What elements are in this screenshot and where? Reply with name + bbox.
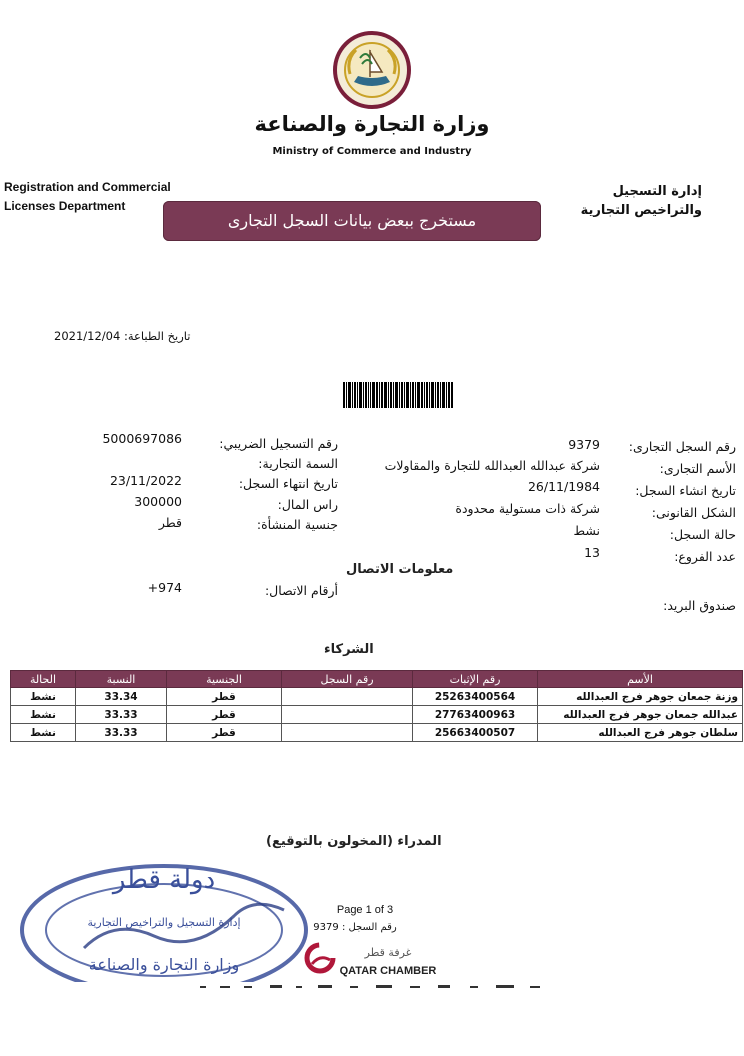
partner-name: سلطان جوهر فرج العبدالله <box>538 724 743 742</box>
partner-share: 33.33 <box>76 724 167 742</box>
department-ar-line2: والتراخيص التجارية <box>580 203 702 218</box>
print-date-label: تاريخ الطباعة: <box>123 329 191 343</box>
cut-off-text-line <box>200 984 550 990</box>
col-header-id: رقم الإثبات <box>413 671 538 688</box>
partner-id: 25263400564 <box>413 688 538 706</box>
partners-table-header <box>11 671 743 688</box>
partner-reg <box>282 706 413 724</box>
detail-label-capital: راس المال: <box>277 497 338 512</box>
detail-label-expiry: تاريخ انتهاء السجل: <box>238 476 338 491</box>
document-title-banner: مستخرج ببعض بيانات السجل التجارى <box>163 201 541 241</box>
stamp-line2-text: وزارة التجارة والصناعة <box>88 955 240 974</box>
page-number: Page 1 of 3 <box>336 904 394 916</box>
contact-phone-label: أرقام الاتصال: <box>264 583 338 598</box>
col-header-nationality: الجنسية <box>167 671 282 688</box>
detail-label-status: حالة السجل: <box>669 527 736 542</box>
detail-label-creation-date: تاريخ انشاء السجل: <box>635 483 736 498</box>
detail-value-legal-form: شركة ذات مستولية محدودة <box>455 501 600 516</box>
col-header-reg: رقم السجل <box>282 671 413 688</box>
partners-section-title: الشركاء <box>324 642 374 657</box>
partner-reg <box>282 688 413 706</box>
qatar-chamber-logo <box>300 940 440 980</box>
footer-reg-label: رقم السجل : <box>341 922 397 933</box>
department-en-line1: Registration and Commercial <box>4 180 171 194</box>
detail-label-nationality: جنسية المنشأة: <box>256 517 338 532</box>
barcode <box>343 382 453 408</box>
partner-status: نشط <box>11 706 76 724</box>
chamber-name-en: QATAR CHAMBER <box>339 965 437 977</box>
partner-status: نشط <box>11 724 76 742</box>
footer-reg-value: 9379 <box>313 922 339 933</box>
detail-label-legal-form: الشكل القانونى: <box>651 505 736 520</box>
footer-reg-number <box>300 922 410 933</box>
detail-value-tax-no: 5000697086 <box>102 431 182 446</box>
partner-reg <box>282 724 413 742</box>
partner-share: 33.34 <box>76 688 167 706</box>
col-header-status: الحالة <box>11 671 76 688</box>
partner-name: وزنة جمعان جوهر فرج العبدالله <box>538 688 743 706</box>
table-row <box>11 706 743 724</box>
detail-label-brand: السمة التجارية: <box>258 456 338 471</box>
detail-value-nationality: قطر <box>158 515 182 530</box>
stamp-line1-text: إدارة التسجيل والتراخيص التجارية <box>87 916 241 929</box>
partner-id: 27763400963 <box>413 706 538 724</box>
detail-label-trade-name: الأسم التجارى: <box>659 461 736 476</box>
contact-phone-value: +974 <box>147 580 182 595</box>
department-en <box>4 178 171 216</box>
partner-status: نشط <box>11 688 76 706</box>
contact-pobox-label: صندوق البريد: <box>663 598 736 613</box>
official-stamp <box>14 852 314 982</box>
table-row <box>11 688 743 706</box>
detail-value-creation-date: 26/11/1984 <box>527 479 600 494</box>
partner-share: 33.33 <box>76 706 167 724</box>
managers-section-title: المدراء (المخولون بالتوقيع) <box>266 834 442 849</box>
partner-nationality: قطر <box>167 706 282 724</box>
table-row <box>11 724 743 742</box>
partner-name: عبدالله جمعان جوهر فرج العبدالله <box>538 706 743 724</box>
col-header-share: النسبة <box>76 671 167 688</box>
detail-value-reg-no: 9379 <box>568 437 600 452</box>
detail-value-status: نشط <box>573 523 600 538</box>
partner-id: 25663400507 <box>413 724 538 742</box>
detail-value-trade-name: شركة عبدالله العبدالله للتجارة والمقاولات <box>384 458 600 473</box>
detail-label-tax-no: رقم التسجيل الضريبي: <box>219 436 338 451</box>
stamp-country-text: دولة قطر <box>112 865 216 895</box>
print-date-value: 2021/12/04 <box>54 329 121 343</box>
state-emblem-logo <box>332 30 412 110</box>
ministry-title-en: Ministry of Commerce and Industry <box>272 146 472 157</box>
col-header-name: الأسم <box>538 671 743 688</box>
chamber-name-ar: غرفة قطر <box>364 946 412 959</box>
partners-table <box>10 670 743 742</box>
print-date <box>54 329 191 343</box>
ministry-title-ar: وزارة التجارة والصناعة <box>254 112 490 136</box>
partner-nationality: قطر <box>167 688 282 706</box>
partner-nationality: قطر <box>167 724 282 742</box>
detail-label-branches: عدد الفروع: <box>674 549 736 564</box>
detail-value-capital: 300000 <box>134 494 182 509</box>
department-ar-line1: إدارة التسجيل <box>612 184 702 199</box>
detail-value-branches: 13 <box>584 545 600 560</box>
detail-label-reg-no: رقم السجل التجارى: <box>628 439 736 454</box>
department-en-line2: Licenses Department <box>4 199 126 213</box>
department-ar <box>581 182 702 220</box>
contact-section-title: معلومات الاتصال <box>346 562 454 577</box>
detail-value-expiry: 23/11/2022 <box>109 473 182 488</box>
